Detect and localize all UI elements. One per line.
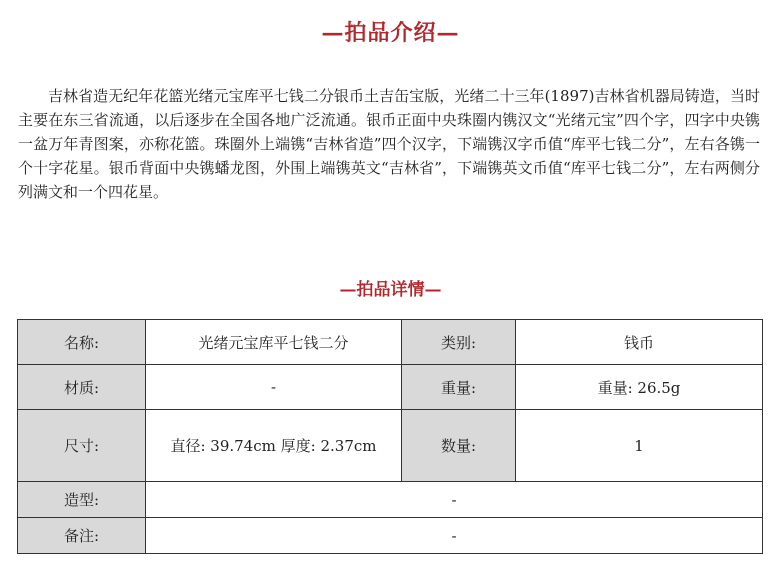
remarks-label: 备注: [18, 518, 146, 554]
shape-label: 造型: [18, 482, 146, 518]
material-label: 材质: [18, 365, 146, 410]
material-value: - [146, 365, 402, 410]
table-row [18, 365, 763, 410]
details-table [17, 319, 763, 554]
name-label: 名称: [18, 320, 146, 365]
table-row [18, 482, 763, 518]
weight-label: 重量: [402, 365, 516, 410]
intro-description: 吉林省造无纪年花篮光绪元宝库平七钱二分银币土吉缶宝版，光绪二十三年(1897)吉林省机器局铸造，当时主要在东三省流通，以后逐步在全国各地广泛流通。银币正面中央珠圈内镌汉文“光绪元宝”四个字，四字中央镌一盆万年青图案，亦称花篮。珠圈外上端镌“吉林省造”四个汉字，下端镌汉字币值“库平七钱二分”，左右各镌一个十字花星。银币背面中央镌蟠龙图，外围上端镌英文“吉林省”，下端镌英文币值“库平七钱二分”，左右两侧分列满文和一个四花星。 [18, 87, 760, 201]
table-row [18, 410, 763, 482]
size-value: 直径: 39.74cm 厚度: 2.37cm [146, 410, 402, 482]
table-row [18, 320, 763, 365]
table-row [18, 518, 763, 554]
category-value: 钱币 [516, 320, 763, 365]
size-label: 尺寸: [18, 410, 146, 482]
quantity-label: 数量: [402, 410, 516, 482]
shape-value: - [146, 482, 763, 518]
name-value: 光绪元宝库平七钱二分 [146, 320, 402, 365]
remarks-value: - [146, 518, 763, 554]
weight-value: 重量: 26.5g [516, 365, 763, 410]
quantity-value: 1 [516, 410, 763, 482]
details-section-title: —拍品详情— [339, 280, 442, 300]
category-label: 类别: [402, 320, 516, 365]
intro-section-title: —拍品介绍— [321, 20, 460, 46]
